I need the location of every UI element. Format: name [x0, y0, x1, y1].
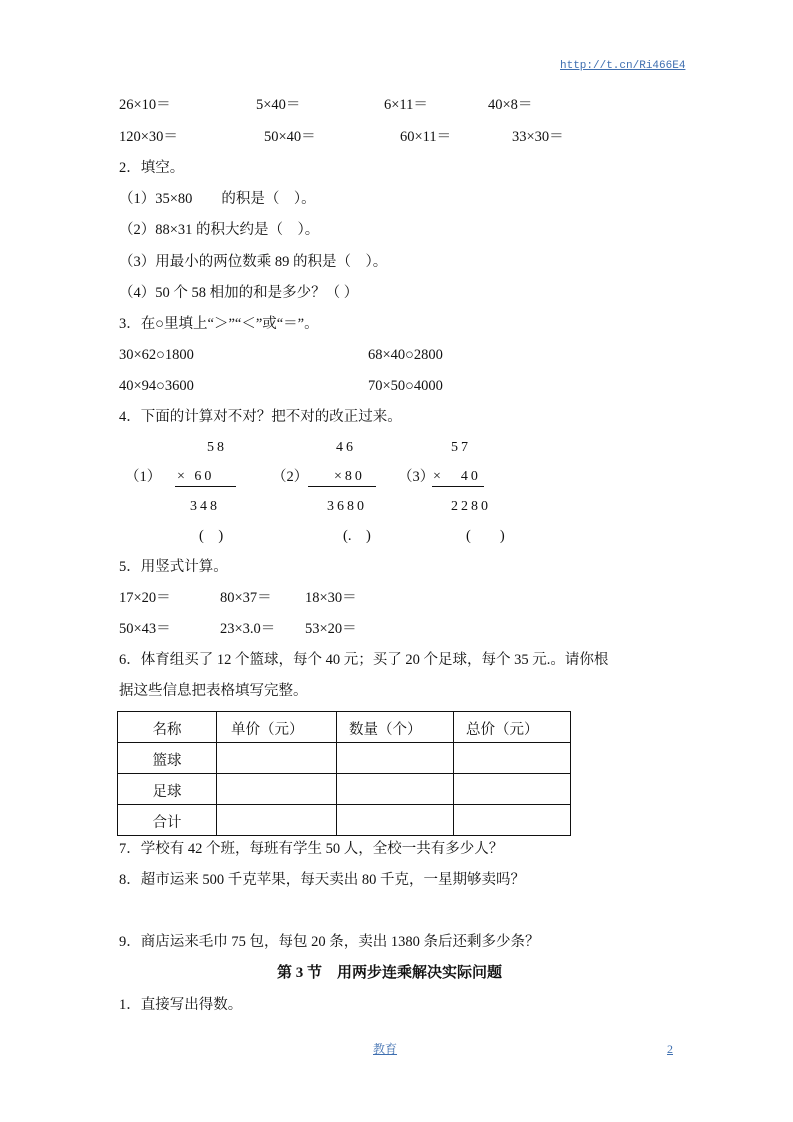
calc-3-multiplier: × 40 — [433, 469, 481, 484]
question-9: 9．商店运来毛巾 75 包，每包 20 条，卖出 1380 条后还剩多少条？ — [119, 934, 540, 950]
vertical-calc-item: 50×43＝ — [119, 621, 171, 637]
table-cell-blank[interactable] — [454, 774, 571, 805]
table-row — [118, 743, 571, 774]
calc-1-multiplier: × 60 — [177, 469, 215, 484]
question-2-item: （3）用最小的两位数乘 89 的积是（ ）。 — [119, 254, 388, 270]
vertical-calc-item: 17×20＝ — [119, 590, 171, 606]
oral-calc-item: 33×30＝ — [512, 129, 564, 145]
calc-1-top: 58 — [207, 440, 227, 455]
calc-3-answer-blank: ( ) — [466, 528, 505, 544]
footer-link[interactable]: 教育 — [373, 1042, 398, 1056]
question-3-title: 3．在○里填上“＞”“＜”或“＝”。 — [119, 316, 319, 332]
oral-calc-item: 26×10＝ — [119, 97, 171, 113]
question-6-line-2: 据这些信息把表格填写完整。 — [119, 683, 308, 699]
calc-2-multiplier: ×80 — [334, 469, 365, 484]
question-2-item: （2）88×31 的积大约是（ ）。 — [119, 222, 320, 238]
vertical-calc-item: 80×37＝ — [220, 590, 272, 606]
compare-item: 40×94○3600 — [119, 378, 194, 394]
calc-1-label: （1） — [125, 469, 162, 485]
question-2-item: （1）35×80 的积是（ ）。 — [119, 191, 316, 207]
section-title: 第 3 节 用两步连乘解决实际问题 — [277, 965, 503, 981]
table-cell-name: 篮球 — [118, 743, 217, 774]
oral-calc-item: 120×30＝ — [119, 129, 178, 145]
table-cell-blank[interactable] — [217, 743, 337, 774]
table-row — [118, 774, 571, 805]
table-header-row — [118, 712, 571, 743]
calc-2-underline — [308, 486, 376, 487]
calc-3-label: （3） — [398, 469, 435, 485]
table-cell-blank[interactable] — [217, 805, 337, 836]
calc-1-answer-blank: ( ) — [199, 528, 224, 544]
section-3-question-1: 1．直接写出得数。 — [119, 997, 243, 1013]
question-2-title: 2．填空。 — [119, 160, 185, 176]
oral-calc-item: 40×8＝ — [488, 97, 533, 113]
table-cell-name: 合计 — [118, 805, 217, 836]
calc-2-top: 46 — [336, 440, 356, 455]
table-header-cell: 总价（元） — [454, 712, 571, 743]
table-row — [118, 805, 571, 836]
vertical-calc-item: 18×30＝ — [305, 590, 357, 606]
oral-calc-item: 5×40＝ — [256, 97, 301, 113]
table-cell-blank[interactable] — [337, 805, 454, 836]
oral-calc-item: 50×40＝ — [264, 129, 316, 145]
calc-2-label: （2） — [272, 469, 309, 485]
question-2-item: （4）50 个 58 相加的和是多少？（ ） — [119, 285, 359, 301]
table-cell-name: 足球 — [118, 774, 217, 805]
page-number: 2 — [667, 1042, 673, 1056]
table-header-cell: 单价（元） — [217, 712, 337, 743]
calc-2-answer-blank: (. ) — [343, 528, 371, 544]
question-7: 7．学校有 42 个班，每班有学生 50 人，全校一共有多少人？ — [119, 841, 504, 857]
oral-calc-item: 6×11＝ — [384, 97, 428, 113]
vertical-calc-item: 53×20＝ — [305, 621, 357, 637]
table-cell-blank[interactable] — [454, 805, 571, 836]
calc-1-result: 348 — [190, 499, 220, 514]
header-url-link[interactable]: http://t.cn/Ri466E4 — [560, 60, 686, 72]
table-cell-blank[interactable] — [454, 743, 571, 774]
question-6-line-1: 6．体育组买了 12 个篮球，每个 40 元；买了 20 个足球，每个 35 元.。请你根 — [119, 652, 609, 668]
calc-3-result: 2280 — [451, 499, 491, 514]
table-cell-blank[interactable] — [337, 774, 454, 805]
table-cell-blank[interactable] — [217, 774, 337, 805]
question-8: 8．超市运来 500 千克苹果，每天卖出 80 千克，一星期够卖吗？ — [119, 872, 525, 888]
calc-3-top: 57 — [451, 440, 471, 455]
calc-2-result: 3680 — [327, 499, 367, 514]
calc-1-underline — [175, 486, 236, 487]
calc-3-underline — [432, 486, 484, 487]
compare-item: 70×50○4000 — [368, 378, 443, 394]
vertical-calc-item: 23×3.0＝ — [220, 621, 276, 637]
question-4-title: 4．下面的计算对不对？把不对的改正过来。 — [119, 409, 402, 425]
table-cell-blank[interactable] — [337, 743, 454, 774]
compare-item: 68×40○2800 — [368, 347, 443, 363]
table-header-cell: 名称 — [118, 712, 217, 743]
compare-item: 30×62○1800 — [119, 347, 194, 363]
price-table — [117, 711, 571, 836]
table-header-cell: 数量（个） — [337, 712, 454, 743]
question-5-title: 5．用竖式计算。 — [119, 559, 228, 575]
oral-calc-item: 60×11＝ — [400, 129, 452, 145]
